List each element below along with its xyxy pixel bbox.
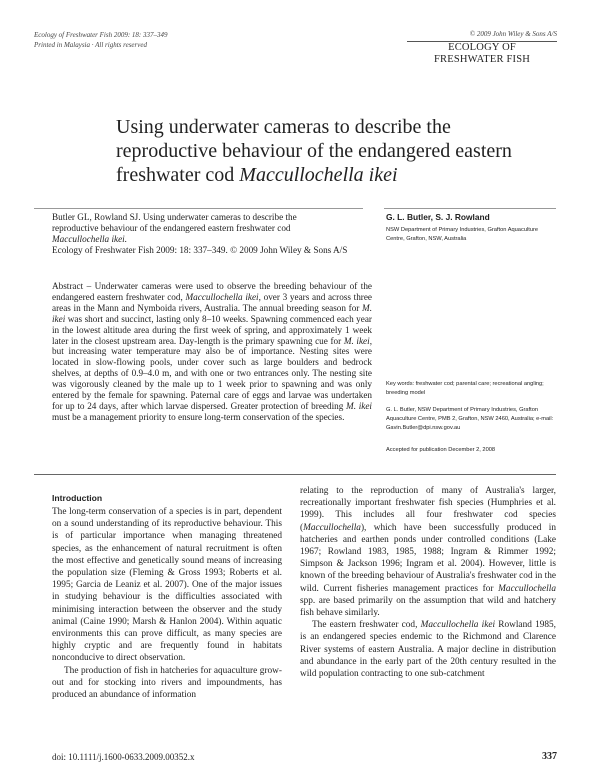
title-text: freshwater cod xyxy=(116,164,240,186)
paragraph: The production of fish in hatcheries for aquaculture grow-out and for stocking into rivers and impoundments, has produced an abundance of information xyxy=(52,665,282,701)
abstract-text-2: , over 3 years and across three areas in the Mann and Nymboida rivers, Australia. The annual breeding season for xyxy=(52,291,373,313)
text: ), which have been successfully produced in hatcheries and earthen ponds under controlled conditions (Lake 1967; Rowland 1983, 1985, 1988; Ingram & Rimmer 1992; Simpson & Jackson 1996; Ingram et al. 2004). However, little is known of the breeding behaviour of Australia's freshwater cod in the wild. Current fisheries management practices for xyxy=(300,522,556,594)
title-species: Maccullochella ikei xyxy=(239,164,398,186)
abstract-species-4: M. ikei xyxy=(346,400,372,411)
section-heading: Introduction xyxy=(52,493,103,503)
body-column-right xyxy=(300,485,556,680)
citation-line-2: reproductive behaviour of the endangered eastern freshwater cod xyxy=(52,223,291,233)
paragraph xyxy=(300,485,556,619)
title-line-1: Using underwater cameras to describe the xyxy=(116,116,451,138)
paragraph xyxy=(300,619,556,680)
accepted-date: Accepted for publication December 2, 2008 xyxy=(386,447,496,453)
authors: G. L. Butler, S. J. Rowland xyxy=(386,212,490,222)
abstract-text-3: was short and succinct, lasting only 8–10 weeks. Spawning commenced each year in the lowest altitude area during the first week of spring, and approximately 1 week later in the closest upstream area. Day-length is the primary spawning cue for xyxy=(52,313,372,346)
abstract-label: Abstract – xyxy=(52,281,95,291)
text: Rowland 1985, is an endangered species endemic to the Richmond and Clarence River systems of eastern Australia. A major decline in distribution and abundance in the early part of the 20th century resulted in the wild population contracting to one sub-catchment xyxy=(300,620,556,680)
citation-species-text: Maccullochella ikei. xyxy=(52,234,127,244)
title-line-2: reproductive behaviour of the endangered eastern xyxy=(116,140,512,162)
correspondence: G. L. Butler, NSW Department of Primary Industries, Grafton Aquaculture Centre, PMB 2, Grafton, NSW 2460, Australia; e-mail: Gavin.Butler@dpi.nsw.gov.au xyxy=(386,407,554,431)
body-column-left xyxy=(52,506,282,701)
text: relating to the reproduction of many of Australia's larger, recreationally important freshwater fish species (Humphries et al. 1999). This includes all four freshwater cod species ( xyxy=(300,486,556,533)
abstract-species-3: M. ikei xyxy=(343,335,370,346)
citation-line-1: Butler GL, Rowland SJ. Using underwater cameras to describe the xyxy=(52,212,297,222)
citation-species xyxy=(52,234,352,245)
keywords: Key words: freshwater cod; parental care; recreational angling; breeding model xyxy=(386,381,544,396)
journal-citation-line: Ecology of Freshwater Fish 2009: 18: 337–349 xyxy=(34,31,168,39)
genus: Maccullochella xyxy=(498,583,556,594)
abstract-text-5: must be a management priority to ensure long-term conservation of the species. xyxy=(52,411,345,422)
paragraph: The long-term conservation of a species is in part, dependent on a sound understanding of its reproductive behaviour. This is of particular importance when managing threatened species, as the enhancement of natural recruitment is often the most effective and genetically sound means of increasing the population size (Fleming & Gross 1993; Roberts et al. 1995; Garcia de Leaniz et al. 2007). One of the major issues in studying behaviour is the difficulties associated with minimising interaction between the observer and the study animal (Caine 1990; Marsh & Hanlon 2004). Within aquatic environments this can prove difficult, as many species are highly cryptic and are frequently found in habitats nonconducive to direct observation. xyxy=(52,507,282,664)
citation-rule xyxy=(34,208,363,209)
citation-line-3: Ecology of Freshwater Fish 2009: 18: 337–349. © 2009 John Wiley & Sons A/S xyxy=(52,245,348,255)
copyright-header: © 2009 John Wiley & Sons A/S xyxy=(469,30,557,38)
text: The eastern freshwater cod, xyxy=(312,620,421,631)
journal-name-line-2: FRESHWATER FISH xyxy=(433,54,531,65)
abstract-species-1: Maccullochella ikei xyxy=(185,291,259,302)
title-line-3 xyxy=(116,163,556,187)
abstract-species-2: M. ikei xyxy=(52,302,372,324)
citation xyxy=(52,212,352,256)
species: Maccullochella ikei xyxy=(420,620,496,631)
genus: Maccullochella xyxy=(303,522,361,533)
abstract-text-4: , but increasing water temperature may also be of importance. Nesting sites were located in slow-flowing pools, under cover such as large boulders and bedrock shelves, at depths of 0.9–4.0 m, and with one or two entrances only. The nesting site was vigorously cleaned by the male up to 1 week prior to spawning and was only entered by the female for spawning. Paternal care of eggs and larvae was undertaken for up to 24 days, after which larvae dispersed. Greater protection of breeding xyxy=(52,335,372,411)
running-header-left xyxy=(34,30,168,50)
text: spp. are based primarily on the assumption that wild and hatchery fish behave similarly. xyxy=(300,595,556,619)
doi: doi: 10.1111/j.1600-0633.2009.00352.x xyxy=(52,752,195,762)
abstract xyxy=(52,281,372,423)
journal-name-line-1: ECOLOGY OF xyxy=(448,42,516,53)
affiliation: NSW Department of Primary Industries, Grafton Aquaculture Centre, Grafton, NSW, Australia xyxy=(386,227,539,242)
article-title xyxy=(116,115,556,187)
journal-name xyxy=(407,41,557,66)
section-divider xyxy=(34,474,556,475)
author-rule xyxy=(384,208,556,209)
page-number: 337 xyxy=(542,751,557,762)
printed-line: Printed in Malaysia · All rights reserved xyxy=(34,41,147,49)
abstract-text-1: Underwater cameras were used to observe the breeding behaviour of the endangered eastern freshwater cod, xyxy=(52,281,372,302)
